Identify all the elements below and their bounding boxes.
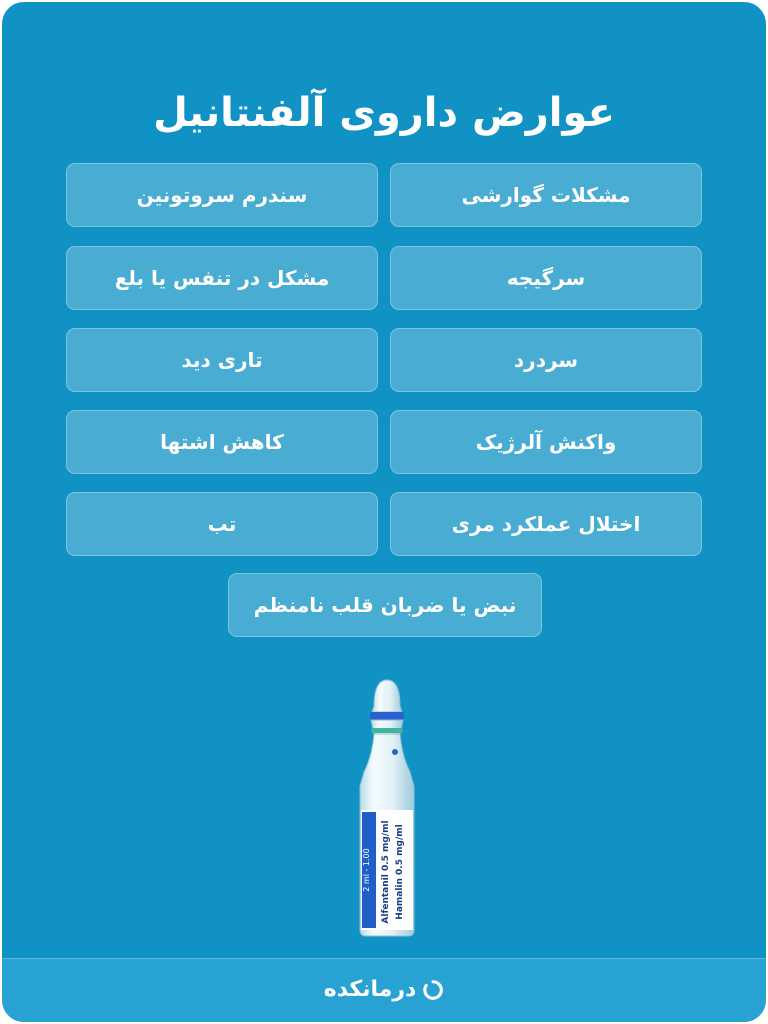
brand-name: درمانکده [323,977,417,1002]
ampoule-label-line1: Alfentanil 0.5 mg/ml [381,820,391,924]
side-effect-item[interactable]: تب [66,492,378,556]
side-effect-item[interactable]: اختلال عملکرد مری [390,492,702,556]
side-effect-item[interactable]: کاهش اشتها [66,410,378,474]
ampoule-label-line2: Hamalin 0.5 mg/ml [395,824,405,920]
side-effect-item[interactable]: نبض یا ضربان قلب نامنظم [228,573,542,637]
side-effect-item[interactable]: مشکل در تنفس یا بلع [66,246,378,310]
ampoule-image [342,676,432,940]
ampoule-volume-text: 2 ml - 1.00 [362,848,371,892]
brand-logo[interactable] [2,977,766,1002]
brand-ring-icon [422,979,444,1001]
side-effect-item[interactable]: سردرد [390,328,702,392]
side-effect-item[interactable]: تاری دید [66,328,378,392]
side-effect-item[interactable]: مشکلات گوارشی [390,163,702,227]
infographic-card [2,2,766,1022]
side-effect-item[interactable]: سرگیجه [390,246,702,310]
page-title: عوارض داروی آلفنتانیل [153,90,615,136]
side-effect-item[interactable]: سندرم سروتونین [66,163,378,227]
footer [2,958,766,1022]
side-effect-item[interactable]: واکنش آلرژیک [390,410,702,474]
